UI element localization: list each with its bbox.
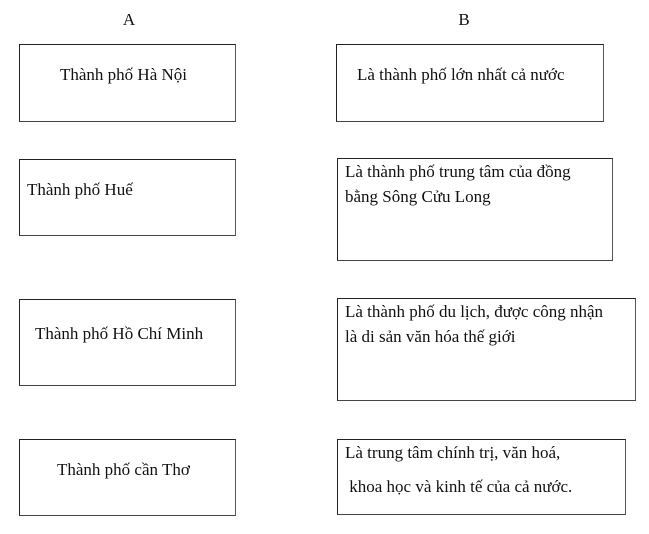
column-a-box-4-text: Thành phố cần Thơ: [57, 460, 190, 479]
column-a-box-1-text: Thành phố Hà Nội: [60, 65, 188, 84]
column-a-box-2-text: Thành phố Huế: [27, 180, 133, 199]
column-a-box-3-text: Thành phố Hồ Chí Minh: [35, 324, 204, 343]
column-b-box-2-line-1: Là thành phố trung tâm của đồng: [345, 162, 571, 181]
column-b-box-2-line-2: bằng Sông Cửu Long: [345, 187, 491, 206]
column-b-header: B: [458, 10, 470, 29]
column-b-box-2[interactable]: [337, 158, 613, 261]
column-b-box-4[interactable]: [337, 439, 626, 515]
column-a-header: A: [122, 10, 136, 29]
column-b-box-4-line-1: Là trung tâm chính trị, văn hoá,: [345, 443, 561, 462]
column-a-box-3[interactable]: [19, 299, 236, 386]
column-b-box-1[interactable]: [336, 44, 604, 122]
column-a-box-2[interactable]: [19, 159, 236, 236]
column-a-box-1[interactable]: [19, 44, 236, 122]
column-a-box-4[interactable]: [19, 439, 236, 516]
column-b-box-1-text: Là thành phố lớn nhất cả nước: [357, 65, 565, 84]
column-b-box-3-line-1: Là thành phố du lịch, được công nhận: [345, 302, 604, 321]
column-b-box-3[interactable]: [337, 298, 636, 401]
column-b-box-3-line-2: là di sản văn hóa thế giới: [345, 327, 516, 346]
column-b-box-4-line-2: khoa học và kinh tế của cả nước.: [345, 477, 573, 496]
